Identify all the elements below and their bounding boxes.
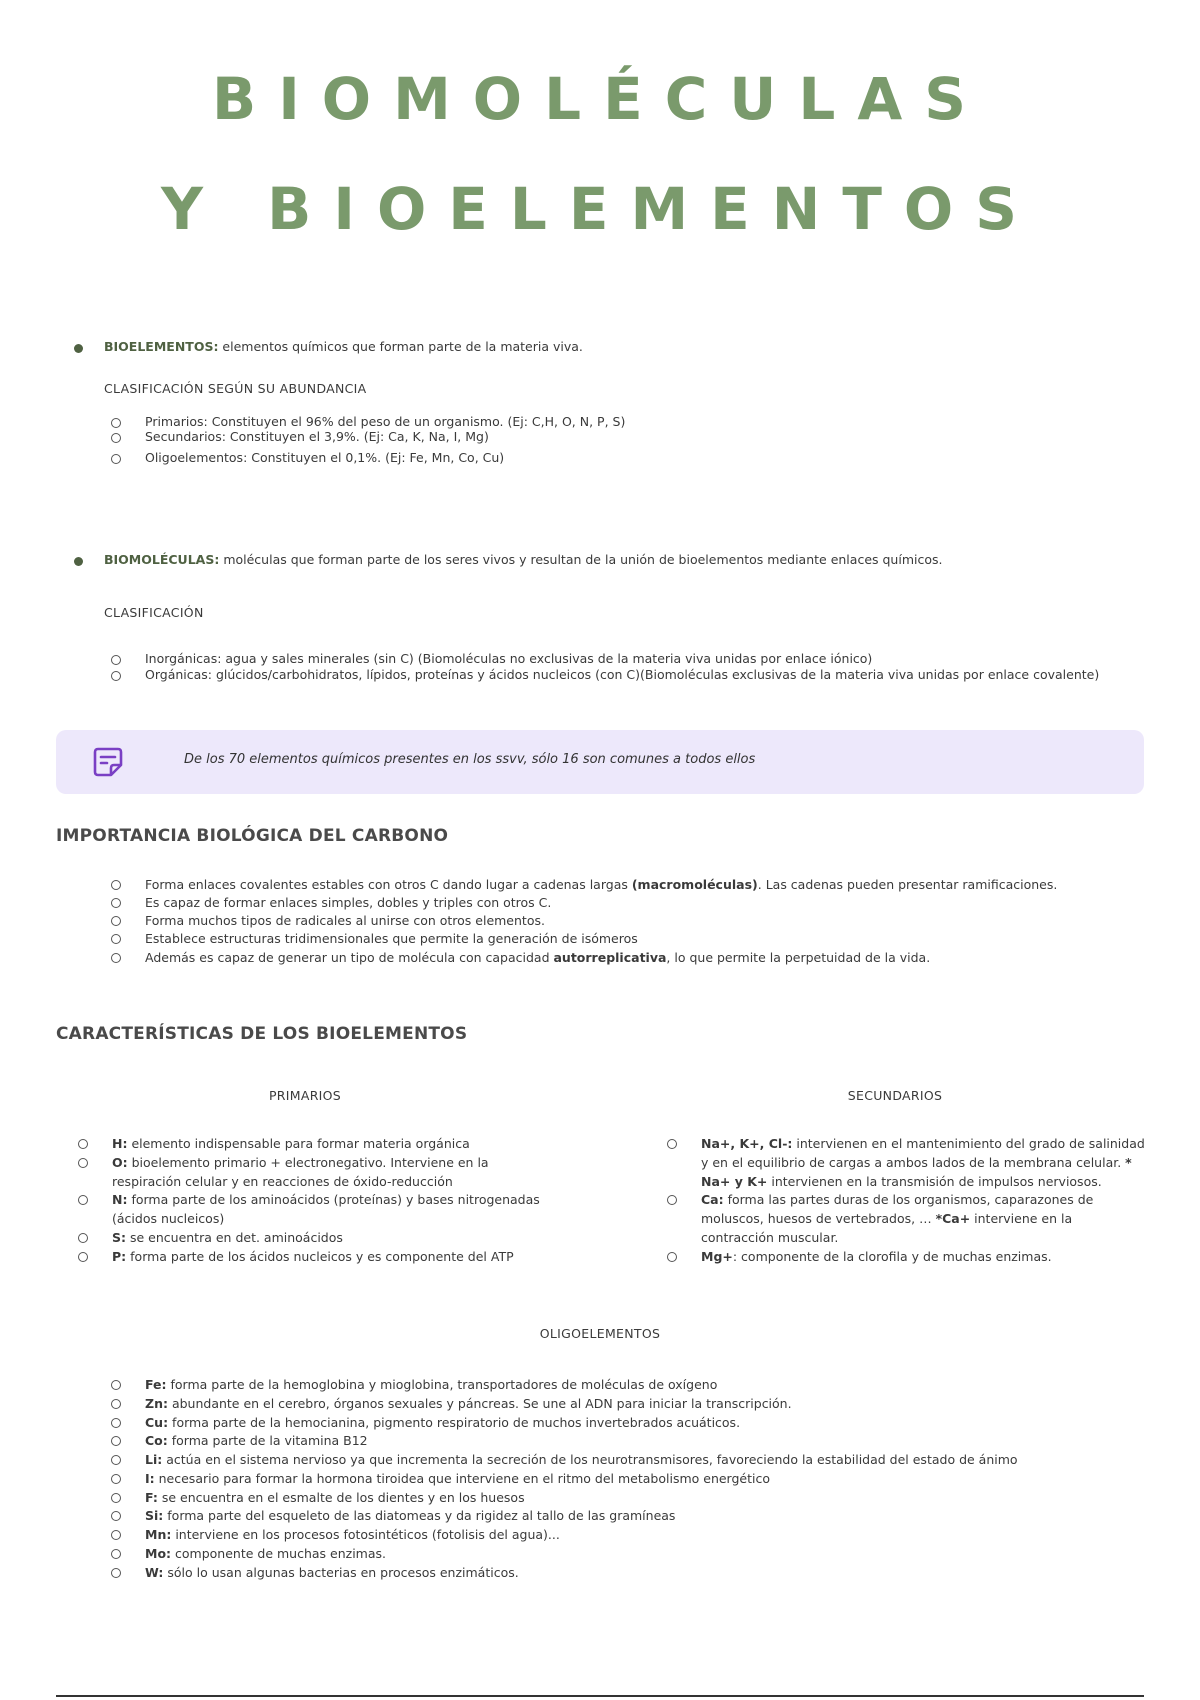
- list-item: Zn: abundante en el cerebro, órganos sexuales y páncreas. Se une al ADN para iniciar la transcripción.: [111, 1395, 1171, 1414]
- list-item: Inorgánicas: agua y sales minerales (sin C) (Biomoléculas no exclusivas de la materia viva unidas por enlace iónico): [111, 651, 1111, 667]
- carbono-heading: IMPORTANCIA BIOLÓGICA DEL CARBONO: [56, 826, 449, 846]
- list-item: Orgánicas: glúcidos/carbohidratos, lípidos, proteínas y ácidos nucleicos (con C)(Biomoléculas exclusivas de la materia viva unidas por enlace covalente): [111, 667, 1111, 683]
- list-item: Ca: forma las partes duras de los organismos, caparazones de moluscos, huesos de vertebrados, … *Ca+ interviene en la contracción muscular.: [667, 1191, 1147, 1247]
- list-item: F: se encuentra en el esmalte de los dientes y en los huesos: [111, 1489, 1171, 1508]
- list-item: Es capaz de formar enlaces simples, dobles y triples con otros C.: [111, 894, 1071, 912]
- page-title-line-2: Y BIOELEMENTOS: [160, 175, 1039, 243]
- list-item: Forma enlaces covalentes estables con otros C dando lugar a cadenas largas (macromoléculas). Las cadenas pueden presentar ramificaciones.: [111, 876, 1071, 894]
- note-text: De los 70 elementos químicos presentes en los ssvv, sólo 16 son comunes a todos ellos: [184, 752, 756, 767]
- list-item: Mn: interviene en los procesos fotosintéticos (fotolisis del agua)...: [111, 1526, 1171, 1545]
- bioelementos-list: [111, 414, 1141, 465]
- list-item: Mo: componente de muchas enzimas.: [111, 1545, 1171, 1564]
- note-callout: [56, 730, 1144, 794]
- list-item: H: elemento indispensable para formar materia orgánica: [78, 1135, 558, 1154]
- list-item: Establece estructuras tridimensionales que permite la generación de isómeros: [111, 930, 1071, 948]
- oligoelementos-list: [111, 1376, 1171, 1582]
- list-item: Forma muchos tipos de radicales al unirse con otros elementos.: [111, 912, 1071, 930]
- list-item: Fe: forma parte de la hemoglobina y mioglobina, transportadores de moléculas de oxígeno: [111, 1376, 1171, 1395]
- bioelementos-subheading: CLASIFICACIÓN SEGÚN SU ABUNDANCIA: [104, 381, 367, 396]
- page-title-line-1: BIOMOLÉCULAS: [212, 65, 988, 133]
- biomoleculas-list: [111, 651, 1111, 684]
- list-item: Cu: forma parte de la hemocianina, pigmento respiratorio de muchos invertebrados acuáticos.: [111, 1414, 1171, 1433]
- biomoleculas-definition: [104, 551, 1164, 569]
- bioelementos-text: elementos químicos que forman parte de la materia viva.: [218, 339, 583, 354]
- list-item: Además es capaz de generar un tipo de molécula con capacidad autorreplicativa, lo que permite la perpetuidad de la vida.: [111, 949, 1071, 967]
- list-item: S: se encuentra en det. aminoácidos: [78, 1229, 558, 1248]
- list-item: Co: forma parte de la vitamina B12: [111, 1432, 1171, 1451]
- list-item: O: bioelemento primario + electronegativo. Interviene en la respiración celular y en reacciones de óxido-reducción: [78, 1154, 558, 1192]
- carbono-list: [111, 876, 1071, 967]
- biomoleculas-text: moléculas que forman parte de los seres vivos y resultan de la unión de bioelementos mediante enlaces químicos.: [219, 552, 943, 567]
- list-item: P: forma parte de los ácidos nucleicos y es componente del ATP: [78, 1248, 558, 1267]
- list-item: N: forma parte de los aminoácidos (proteínas) y bases nitrogenadas (ácidos nucleicos): [78, 1191, 558, 1229]
- list-item: I: necesario para formar la hormona tiroidea que interviene en el ritmo del metabolismo energético: [111, 1470, 1171, 1489]
- bullet-icon: [74, 344, 83, 353]
- list-item: Secundarios: Constituyen el 3,9%. (Ej: Ca, K, Na, I, Mg): [111, 429, 1141, 444]
- sticky-note-icon: [90, 744, 126, 780]
- biomoleculas-label: BIOMOLÉCULAS:: [104, 552, 220, 567]
- list-item: Oligoelementos: Constituyen el 0,1%. (Ej: Fe, Mn, Co, Cu): [111, 450, 1141, 465]
- list-item: Si: forma parte del esqueleto de las diatomeas y da rigidez al tallo de las gramíneas: [111, 1507, 1171, 1526]
- oligoelementos-heading: OLIGOELEMENTOS: [539, 1326, 661, 1341]
- bullet-icon: [74, 557, 83, 566]
- bottom-divider: [56, 1695, 1144, 1697]
- list-item: W: sólo lo usan algunas bacterias en procesos enzimáticos.: [111, 1564, 1171, 1583]
- bioelementos-definition: [104, 338, 1144, 356]
- secundarios-heading: SECUNDARIOS: [847, 1088, 943, 1103]
- primarios-heading: PRIMARIOS: [268, 1088, 342, 1103]
- caracteristicas-heading: CARACTERÍSTICAS DE LOS BIOELEMENTOS: [56, 1024, 468, 1044]
- secundarios-list: [667, 1135, 1147, 1266]
- list-item: Li: actúa en el sistema nervioso ya que incrementa la secreción de los neurotransmisores, favoreciendo la estabilidad del estado de ánimo: [111, 1451, 1171, 1470]
- bioelementos-label: BIOELEMENTOS:: [104, 339, 219, 354]
- list-item: Primarios: Constituyen el 96% del peso de un organismo. (Ej: C,H, O, N, P, S): [111, 414, 1141, 429]
- list-item: Na+, K+, Cl-: intervienen en el mantenimiento del grado de salinidad y en el equilibrio de cargas a ambos lados de la membrana celular. * Na+ y K+ intervienen en la transmisión de impulsos nerviosos.: [667, 1135, 1147, 1191]
- primarios-list: [78, 1135, 558, 1266]
- list-item: Mg+: componente de la clorofila y de muchas enzimas.: [667, 1248, 1147, 1267]
- biomoleculas-subheading: CLASIFICACIÓN: [104, 605, 204, 620]
